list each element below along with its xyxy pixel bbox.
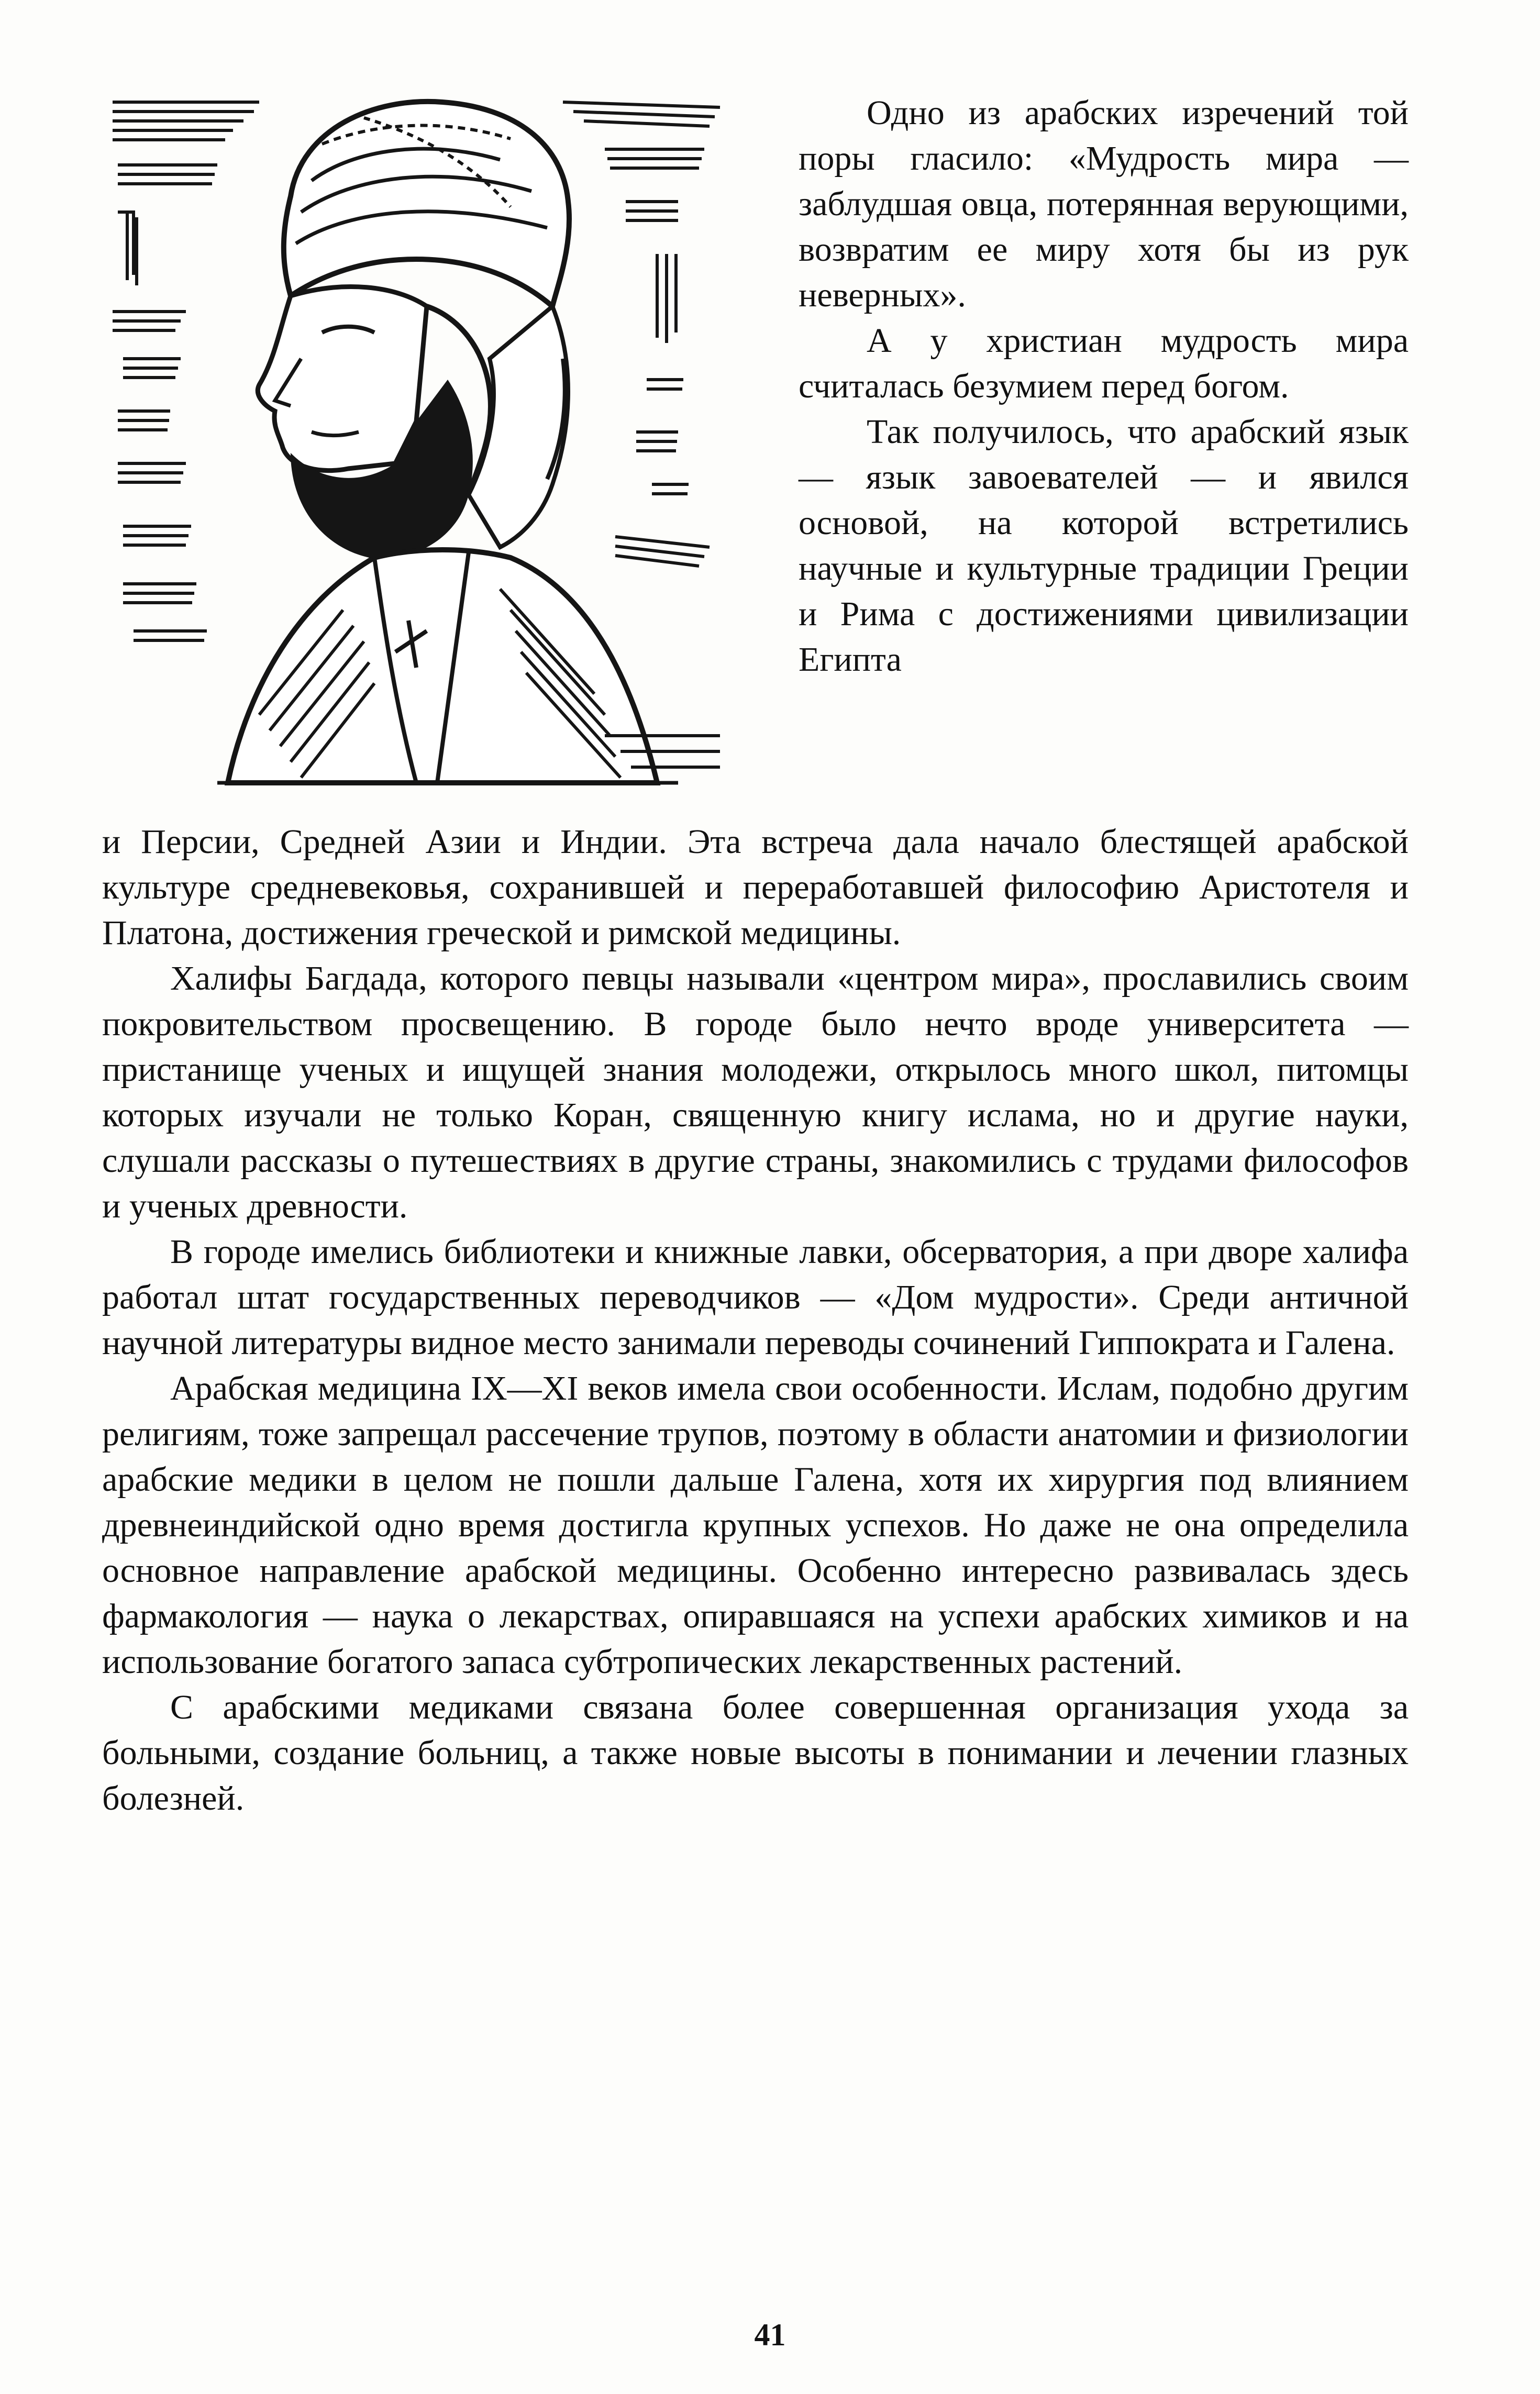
paragraph-6: Арабская медицина IX—XI веков имела свои особенности. Ислам, подобно другим религиям, тоже запрещал рассечение трупов, поэтому в области анатомии и физиологии арабские медики в целом не пошли дальше Галена, хотя их хирургия под влиянием древнеиндийской одно время достигла крупных успехов. Но даже не она определила основное направление арабской медицины. Особенно интересно развивалась здесь фармакология — наука о лекарствах, опиравшаяся на успехи арабских химиков и на использование богатого запаса субтропических лекарственных растений. — [102, 1369, 1409, 1681]
paragraph-4: Халифы Багдада, которого певцы называли «центром мира», прославились своим покровительством просвещению. В городе было нечто вроде университета — пристанище ученых и ищущей знания молодежи, открылось много школ, питомцы которых изучали не только Коран, священную книгу ислама, но и другие науки, слушали рассказы о путешествиях в другие страны, знакомились с трудами философов и ученых древности. — [102, 959, 1409, 1225]
paragraph-7: С арабскими медиками связана более совершенная организация ухода за больными, создание больниц, а также новые высоты в понимании и лечении глазных болезней. — [102, 1688, 1409, 1817]
background-hatching-right — [563, 102, 720, 566]
column-text — [799, 90, 1409, 682]
paragraph-1: Одно из арабских изречений той поры гласило: «Мудрость мира — заблудшая овца, потерянная верующими, возвратим ее миру хотя бы из рук неверных». — [799, 94, 1409, 314]
turban-shape — [284, 102, 569, 306]
page-number: 41 — [754, 2318, 786, 2352]
face-shape — [258, 287, 427, 471]
paragraph-5: В городе имелись библиотеки и книжные лавки, обсерватория, а при дворе халифа работал штат государственных переводчиков — «Дом мудрости». Среди античной научной литературы видное место занимали переводы сочинений Гиппократа и Галена. — [102, 1233, 1409, 1362]
body-text — [102, 819, 1409, 1821]
paragraph-3-start: Так получилось, что арабский язык — язык завоевателей — и явился основой, на которой встретились научные и культурные традиции Греции и Рима с достижениями цивилизации Египта — [799, 413, 1409, 679]
portrait-illustration — [102, 86, 757, 804]
background-hatching-left — [113, 102, 259, 640]
paragraph-2: А у христиан мудрость мира считалась безумием перед богом. — [799, 322, 1409, 405]
turban-tail — [469, 306, 568, 547]
robe-shape — [217, 550, 720, 783]
paragraph-3-continuation: и Персии, Средней Азии и Индии. Эта встреча дала начало блестящей арабской культуре средневековья, сохранившей и переработавшей философию Аристотеля и Платона, достижения греческой и римской медицины. — [102, 823, 1409, 952]
